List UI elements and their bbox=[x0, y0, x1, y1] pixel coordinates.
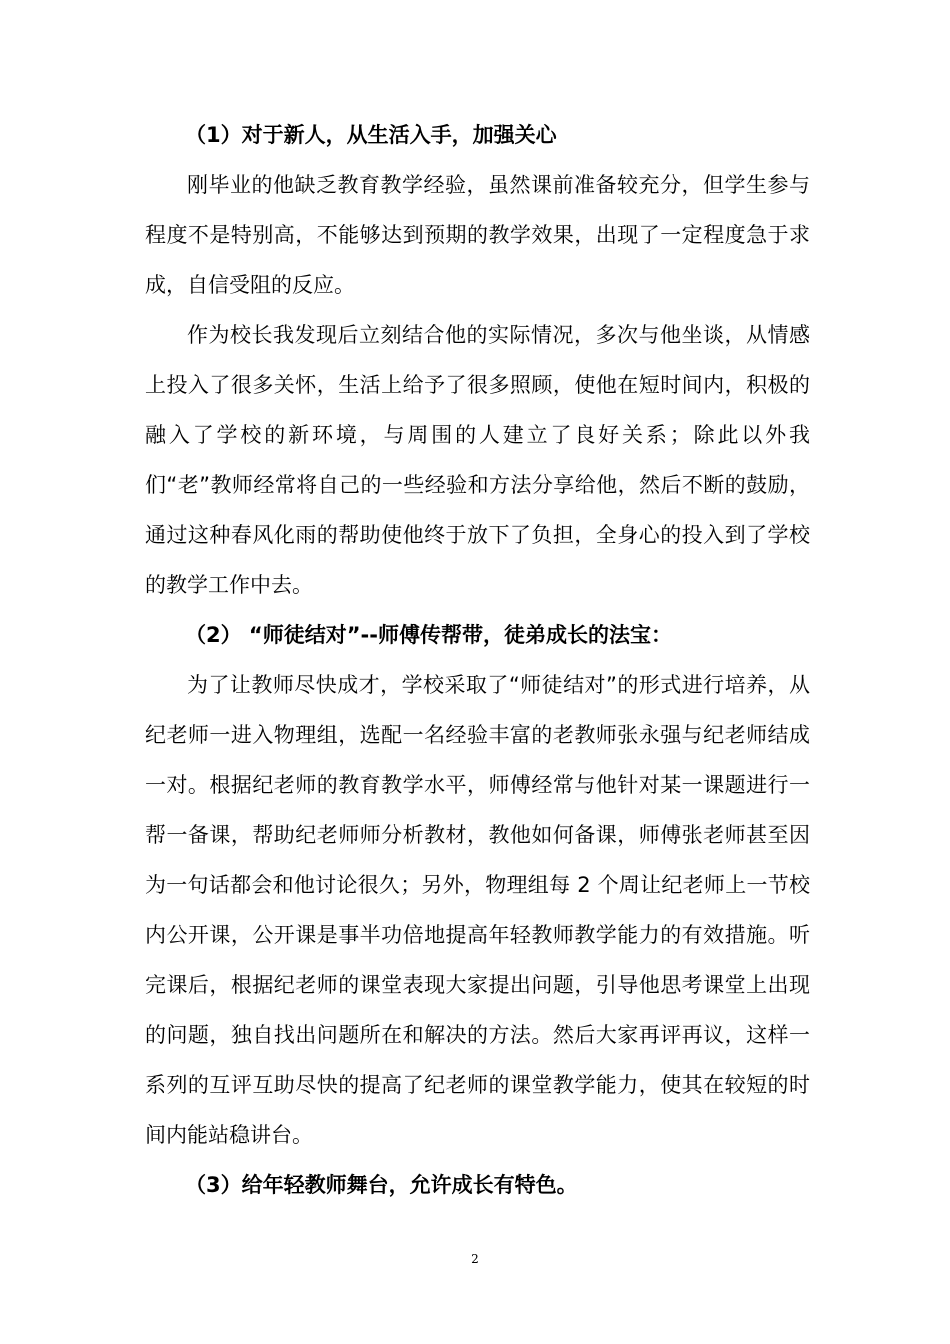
section-2-paragraph-1: 为了让教师尽快成才，学校采取了“师徒结对”的形式进行培养，从纪老师一进入物理组，选配一名经验丰富的老教师张永强与纪老师结成一对。根据纪老师的教育教学水平，师傅经常与他针对某一课题进行一帮一备课，帮助纪老师师分析教材，教他如何备课，师傅张老师甚至因为一句话都会和他讨论很久；另外，物理组每 2 个周让纪老师上一节校内公开课，公开课是事半功倍地提高年轻教师教学能力的有效措施。听完课后，根据纪老师的课堂表现大家提出问题，引导他思考课堂上出现的问题，独自找出问题所在和解决的方法。然后大家再评再议，这样一系列的互评互助尽快的提高了纪老师的课堂教学能力，使其在较短的时间内能站稳讲台。 bbox=[145, 673, 810, 1147]
section-1-paragraph-1: 刚毕业的他缺乏教育教学经验，虽然课前准备较充分，但学生参与程度不是特别高，不能够达到预期的教学效果，出现了一定程度急于求成，自信受阻的反应。 bbox=[145, 173, 810, 297]
section-1-paragraph-2: 作为校长我发现后立刻结合他的实际情况，多次与他坐谈，从情感上投入了很多关怀，生活上给予了很多照顾，使他在短时间内，积极的融入了学校的新环境，与周围的人建立了良好关系；除此以外我们“老”教师经常将自己的一些经验和方法分享给他，然后不断的鼓励，通过这种春风化雨的帮助使他终于放下了负担，全身心的投入到了学校的教学工作中去。 bbox=[145, 323, 810, 597]
page-content bbox=[145, 110, 810, 1210]
page-number: 2 bbox=[471, 1252, 479, 1266]
section-3-heading: （3）给年轻教师舞台，允许成长有特色。 bbox=[185, 1173, 578, 1197]
section-1-heading: （1）对于新人，从生活入手，加强关心 bbox=[185, 123, 557, 147]
section-2-heading: （2） “师徒结对”--师傅传帮带，徒弟成长的法宝： bbox=[185, 623, 672, 647]
